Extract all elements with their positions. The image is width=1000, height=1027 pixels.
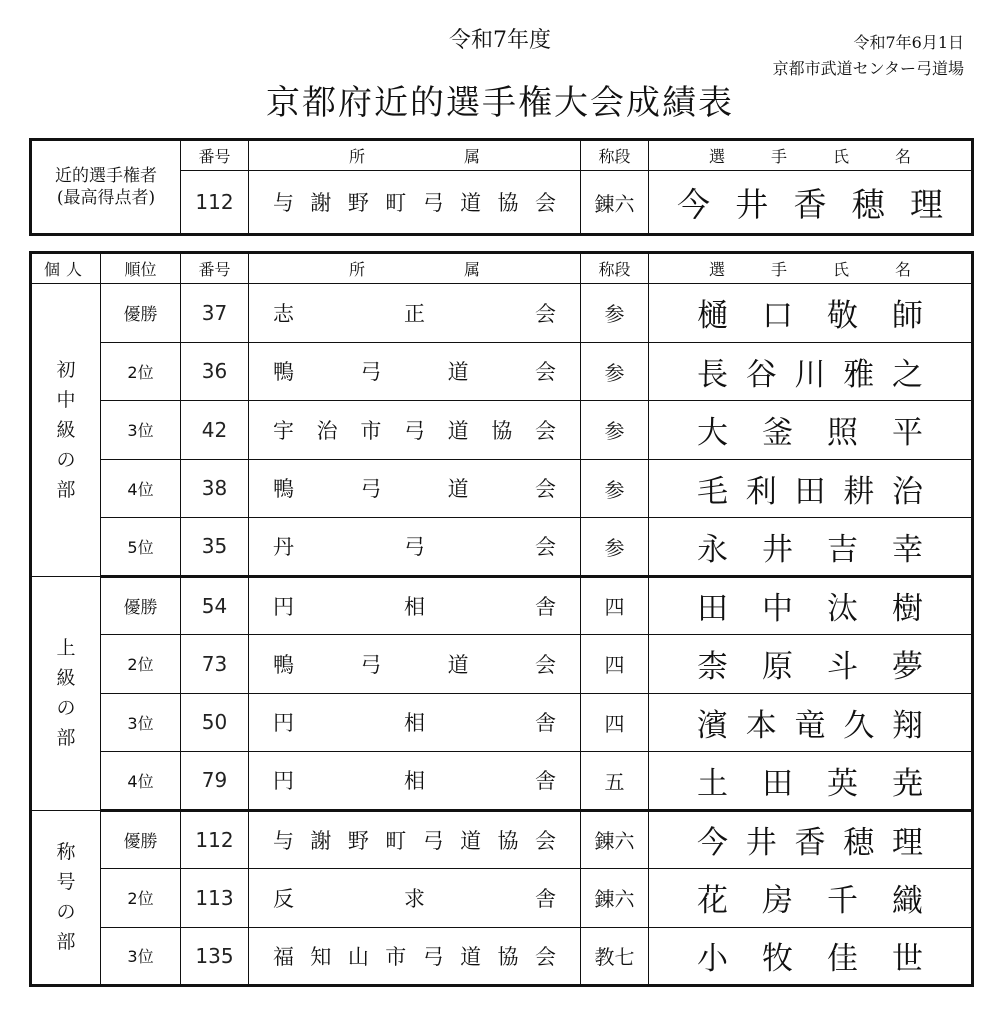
char: 求 <box>404 886 425 911</box>
char: 福 <box>273 944 294 969</box>
affiliation-chars <box>249 883 580 913</box>
char: 市 <box>385 944 407 969</box>
affiliation-cell <box>249 459 581 518</box>
athlete-name-cell <box>649 459 973 518</box>
dan-cell: 参 <box>581 284 649 343</box>
rank-cell: 4位 <box>101 752 181 811</box>
char: 道 <box>447 477 469 502</box>
char: 市 <box>360 418 382 443</box>
affiliation-chars <box>249 825 580 855</box>
char: 夢 <box>892 649 923 686</box>
champion-number: 112 <box>181 171 249 235</box>
header-affiliation-char: 所 <box>349 147 366 166</box>
char: 謝 <box>310 191 332 215</box>
char: 谷 <box>745 356 777 393</box>
dan-cell: 教七 <box>581 927 649 986</box>
event-venue: 京都市武道センター弓道場 <box>772 59 964 78</box>
rank-cell: 3位 <box>101 927 181 986</box>
char: 幸 <box>892 531 923 568</box>
char: 照 <box>827 415 858 452</box>
header-number: 番号 <box>181 140 249 171</box>
result-row <box>31 927 973 986</box>
char: 道 <box>460 191 482 215</box>
number-cell: 38 <box>181 459 249 518</box>
affiliation-chars <box>249 473 580 503</box>
rank-cell: 2位 <box>101 635 181 694</box>
athlete-name-cell <box>649 635 973 694</box>
number-cell: 35 <box>181 518 249 577</box>
header-name <box>649 140 973 171</box>
header-name-char: 名 <box>894 260 911 279</box>
char: 相 <box>404 769 425 794</box>
number-cell: 54 <box>181 576 249 635</box>
char: 花 <box>697 883 728 920</box>
char: 志 <box>273 301 294 326</box>
char: 牧 <box>762 941 793 978</box>
section-label-text: 称号の部 <box>56 841 76 954</box>
event-date: 令和7年6月1日 <box>853 33 964 52</box>
header-individual: 個人 <box>31 253 101 284</box>
char: 之 <box>892 356 923 393</box>
char: 今 <box>677 184 710 224</box>
affiliation-cell <box>249 401 581 460</box>
athlete-name-cell <box>649 752 973 811</box>
athlete-name-chars <box>649 641 971 686</box>
result-row <box>31 869 973 928</box>
athlete-name-cell <box>649 342 973 401</box>
char: 舎 <box>535 711 556 736</box>
rank-cell: 2位 <box>101 869 181 928</box>
char: 汰 <box>827 591 858 628</box>
result-row <box>31 342 973 401</box>
dan-cell: 四 <box>581 635 649 694</box>
char: 織 <box>892 883 923 920</box>
char: 鴨 <box>273 652 294 677</box>
char: 道 <box>460 944 482 969</box>
char: 舎 <box>535 769 556 794</box>
char: 治 <box>316 418 338 443</box>
char: 相 <box>404 594 425 619</box>
champion-dan: 錬六 <box>581 171 649 235</box>
dan-cell: 錬六 <box>581 810 649 869</box>
char: 雅 <box>843 356 875 393</box>
affiliation-cell <box>249 518 581 577</box>
athlete-name-cell <box>649 401 973 460</box>
affiliation-cell <box>249 284 581 343</box>
athlete-name-chars <box>649 290 971 335</box>
number-cell: 79 <box>181 752 249 811</box>
char: 樋 <box>697 298 728 335</box>
rank-cell: 優勝 <box>101 284 181 343</box>
char: 会 <box>534 418 556 443</box>
char: 毛 <box>697 473 728 510</box>
char: 田 <box>794 473 826 510</box>
char: 山 <box>347 944 369 969</box>
char: 井 <box>762 531 793 568</box>
athlete-name-cell <box>649 518 973 577</box>
char: 会 <box>535 535 556 560</box>
header-name <box>649 253 973 284</box>
char: 道 <box>447 360 469 385</box>
char: 竜 <box>794 707 826 744</box>
rank-cell: 優勝 <box>101 810 181 869</box>
char: 柰 <box>697 649 728 686</box>
char: 与 <box>273 828 294 853</box>
char: 鴨 <box>273 360 294 385</box>
athlete-name-chars <box>649 583 971 628</box>
result-row <box>31 576 973 635</box>
section-label <box>31 284 101 577</box>
athlete-name-chars <box>649 875 971 920</box>
result-row <box>31 810 973 869</box>
char: 敬 <box>827 298 858 335</box>
char: 土 <box>697 765 728 802</box>
dan-cell: 参 <box>581 342 649 401</box>
char: 斗 <box>827 649 858 686</box>
char: 理 <box>910 184 943 224</box>
rank-cell: 優勝 <box>101 576 181 635</box>
char: 円 <box>273 769 294 794</box>
char: 英 <box>827 765 858 802</box>
athlete-name-cell <box>649 869 973 928</box>
char: 円 <box>273 594 294 619</box>
header-affiliation-char: 属 <box>463 260 480 279</box>
char: 会 <box>534 477 556 502</box>
number-cell: 73 <box>181 635 249 694</box>
dan-cell: 四 <box>581 576 649 635</box>
affiliation-chars <box>249 765 580 795</box>
section-label <box>31 810 101 986</box>
char: 会 <box>534 360 556 385</box>
affiliation-cell <box>249 576 581 635</box>
header-affiliation <box>249 253 581 284</box>
char: 尭 <box>892 765 923 802</box>
athlete-name-cell <box>649 284 973 343</box>
rank-cell: 2位 <box>101 342 181 401</box>
char: 井 <box>735 184 769 224</box>
char: 道 <box>447 652 469 677</box>
char: 弓 <box>422 944 444 969</box>
char: 弓 <box>360 477 382 502</box>
char: 永 <box>697 531 728 568</box>
dan-cell: 錬六 <box>581 869 649 928</box>
char: 治 <box>892 473 923 510</box>
affiliation-chars <box>249 941 580 971</box>
header-name-char: 選 <box>709 147 726 166</box>
rank-cell: 3位 <box>101 693 181 752</box>
char: 協 <box>497 191 519 215</box>
char: 理 <box>892 825 923 862</box>
header-name-char: 名 <box>894 147 911 166</box>
char: 小 <box>697 941 728 978</box>
char: 舎 <box>535 886 556 911</box>
section-label-text: 初中級の部 <box>56 358 76 501</box>
char: 相 <box>404 711 425 736</box>
athlete-name-cell <box>649 927 973 986</box>
char: 千 <box>827 883 858 920</box>
char: 会 <box>535 301 556 326</box>
char: 道 <box>447 418 469 443</box>
char: 丹 <box>273 535 294 560</box>
affiliation-chars <box>249 707 580 737</box>
result-row <box>31 459 973 518</box>
header-dan: 称段 <box>581 253 649 284</box>
char: 鴨 <box>273 477 294 502</box>
char: 佳 <box>827 941 858 978</box>
char: 野 <box>347 828 369 853</box>
dan-cell: 参 <box>581 401 649 460</box>
result-row <box>31 401 973 460</box>
result-row <box>31 518 973 577</box>
athlete-name-chars <box>649 524 971 569</box>
char: 釜 <box>762 415 793 452</box>
char: 師 <box>892 298 923 335</box>
results-table <box>29 251 974 987</box>
char: 宇 <box>273 418 294 443</box>
affiliation-cell <box>249 635 581 694</box>
header-affiliation-char: 所 <box>349 260 366 279</box>
char: 濱 <box>697 707 728 744</box>
fiscal-year: 令和7年度 <box>449 28 551 53</box>
char: 樹 <box>892 591 923 628</box>
char: 長 <box>697 356 728 393</box>
char: 弓 <box>360 652 382 677</box>
rank-cell: 3位 <box>101 401 181 460</box>
number-cell: 135 <box>181 927 249 986</box>
athlete-name-chars <box>649 349 971 394</box>
char: 田 <box>762 765 793 802</box>
section-label <box>31 576 101 810</box>
header-name-char: 手 <box>770 260 787 279</box>
affiliation-chars <box>249 531 580 561</box>
char: 穂 <box>843 825 875 862</box>
char: 平 <box>892 415 923 452</box>
char: 川 <box>794 356 826 393</box>
affiliation-cell <box>249 810 581 869</box>
champion-label-line2: (最高得点者) <box>56 188 156 208</box>
header-rank: 順位 <box>101 253 181 284</box>
affiliation-cell <box>249 869 581 928</box>
char: 弓 <box>403 418 425 443</box>
header-name-char: 選 <box>709 260 726 279</box>
char: 町 <box>385 828 407 853</box>
char: 翔 <box>892 707 923 744</box>
result-row <box>31 752 973 811</box>
char: 謝 <box>310 828 332 853</box>
char: 田 <box>697 591 728 628</box>
char: 穂 <box>851 184 885 224</box>
athlete-name-chars <box>649 758 971 803</box>
char: 口 <box>762 298 793 335</box>
char: 協 <box>497 944 519 969</box>
header-dan: 称段 <box>581 140 649 171</box>
dan-cell: 四 <box>581 693 649 752</box>
number-cell: 113 <box>181 869 249 928</box>
char: 世 <box>892 941 923 978</box>
rank-cell: 5位 <box>101 518 181 577</box>
affiliation-cell <box>249 927 581 986</box>
header-name-char: 氏 <box>832 260 849 279</box>
champion-affiliation-chars <box>249 187 580 217</box>
dan-cell: 五 <box>581 752 649 811</box>
header-affiliation <box>249 140 581 171</box>
char: 協 <box>491 418 513 443</box>
char: 円 <box>273 711 294 736</box>
char: 中 <box>762 591 793 628</box>
athlete-name-chars <box>649 700 971 745</box>
char: 弓 <box>404 535 425 560</box>
char: 協 <box>497 828 519 853</box>
number-cell: 112 <box>181 810 249 869</box>
rank-cell: 4位 <box>101 459 181 518</box>
char: 与 <box>273 191 294 215</box>
affiliation-cell <box>249 693 581 752</box>
char: 野 <box>347 191 369 215</box>
char: 会 <box>534 191 556 215</box>
affiliation-chars <box>249 356 580 386</box>
char: 今 <box>697 825 728 862</box>
section-label-text: 上級の部 <box>56 637 76 749</box>
char: 弓 <box>422 191 444 215</box>
char: 香 <box>793 184 827 224</box>
char: 弓 <box>360 360 382 385</box>
champion-table <box>29 138 974 236</box>
header-name-char: 氏 <box>832 147 849 166</box>
result-row <box>31 693 973 752</box>
athlete-name-cell <box>649 810 973 869</box>
affiliation-cell <box>249 342 581 401</box>
char: 原 <box>762 649 793 686</box>
char: 弓 <box>422 828 444 853</box>
char: 利 <box>745 473 777 510</box>
char: 久 <box>843 707 875 744</box>
number-cell: 50 <box>181 693 249 752</box>
affiliation-cell <box>249 752 581 811</box>
char: 大 <box>697 415 728 452</box>
char: 井 <box>745 825 777 862</box>
document-title: 京都府近的選手権大会成績表 <box>266 83 734 123</box>
champion-affiliation <box>249 171 581 235</box>
athlete-name-cell <box>649 576 973 635</box>
champion-label-line1: 近的選手権者 <box>55 166 157 186</box>
char: 会 <box>534 652 556 677</box>
athlete-name-chars <box>649 466 971 511</box>
char: 町 <box>385 191 407 215</box>
dan-cell: 参 <box>581 459 649 518</box>
char: 会 <box>534 944 556 969</box>
header-number: 番号 <box>181 253 249 284</box>
char: 知 <box>310 944 332 969</box>
char: 本 <box>745 707 777 744</box>
athlete-name-chars <box>649 817 971 862</box>
header-affiliation-char: 属 <box>463 147 480 166</box>
affiliation-chars <box>249 591 580 621</box>
champion-name <box>649 171 973 235</box>
char: 正 <box>404 301 425 326</box>
athlete-name-chars <box>649 933 971 978</box>
char: 吉 <box>827 531 858 568</box>
char: 耕 <box>843 473 875 510</box>
char: 会 <box>534 828 556 853</box>
champion-label <box>31 140 181 235</box>
char: 道 <box>460 828 482 853</box>
affiliation-chars <box>249 415 580 445</box>
dan-cell: 参 <box>581 518 649 577</box>
result-row <box>31 635 973 694</box>
char: 房 <box>762 883 793 920</box>
result-row <box>31 284 973 343</box>
number-cell: 37 <box>181 284 249 343</box>
athlete-name-chars <box>649 407 971 452</box>
athlete-name-cell <box>649 693 973 752</box>
char: 反 <box>273 886 294 911</box>
affiliation-chars <box>249 298 580 328</box>
char: 舎 <box>535 594 556 619</box>
header-name-char: 手 <box>770 147 787 166</box>
number-cell: 42 <box>181 401 249 460</box>
champion-name-chars <box>649 179 971 226</box>
char: 香 <box>794 825 826 862</box>
number-cell: 36 <box>181 342 249 401</box>
affiliation-chars <box>249 649 580 679</box>
